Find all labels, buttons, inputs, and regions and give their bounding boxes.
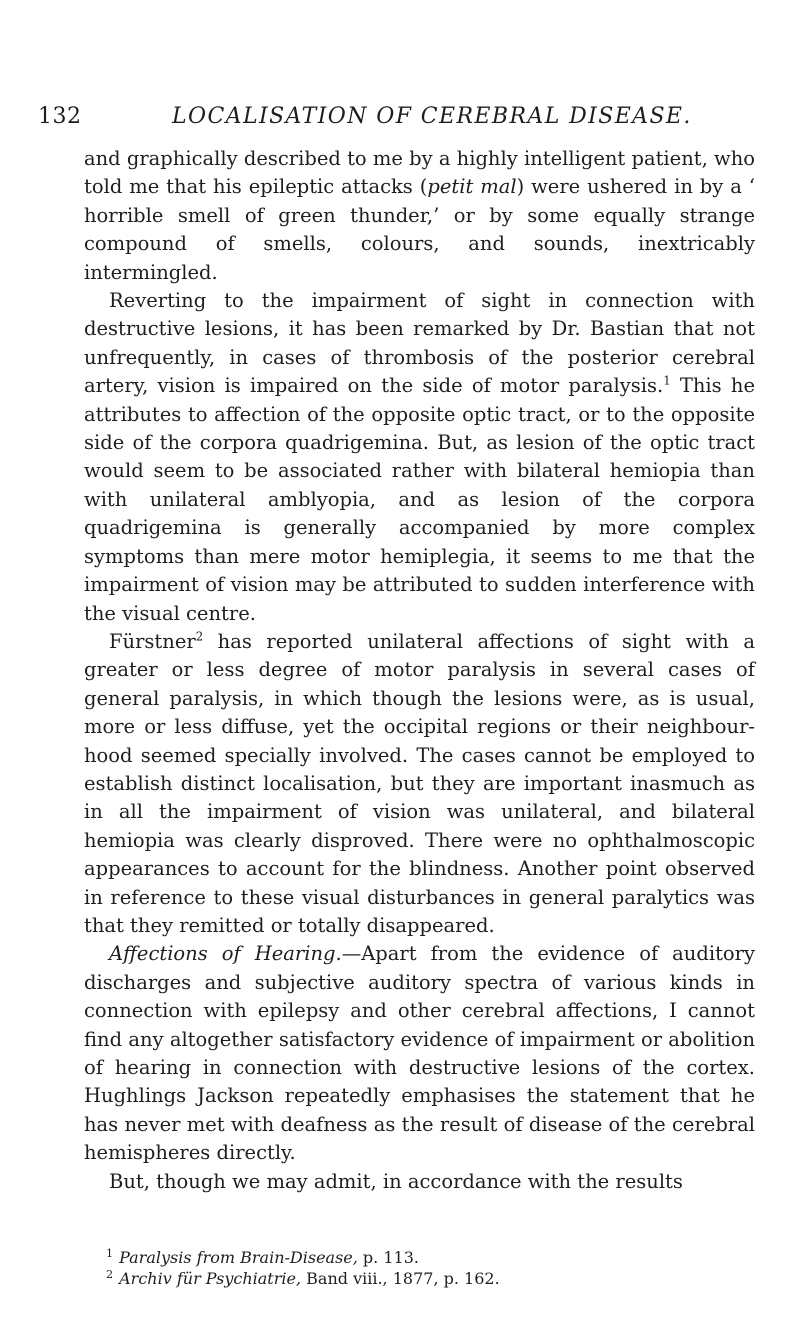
footnote-2-marker: 2	[106, 1267, 114, 1281]
paragraph-3-text: has reported unilateral affections of sight with a greater or less degree of motor paralysis in several cases of general paralysis, in which though the lesions were, as is usual, more or less diffuse, yet the occipital regions or their neighbourhood seemed specially involved. The cases cannot be employed to establish distinct localisation, but they are important inasmuch as in all the impairment of vision was unilateral, and bilateral hemiopia was clearly disproved. There were no ophthalmoscopic appearances to account for the blindness. Another point observed in reference to these visual disturbances in general paralytics was that they remitted or totally disappeared.	[84, 629, 755, 937]
footnote-1-rest: p. 113.	[357, 1248, 419, 1267]
paragraph-3-name: Fürstner	[109, 629, 196, 653]
footnote-ref-1: 1	[663, 373, 671, 388]
footnote-1-title: Paralysis from Brain-Disease,	[119, 1248, 358, 1267]
page-header	[38, 102, 758, 132]
footnote-2-rest: Band viii., 1877, p. 162.	[301, 1269, 500, 1288]
paragraph-1-text: and graphically described to me by a highly intelligent patient, who told me that his epileptic attacks (	[84, 147, 755, 199]
running-title: LOCALISATION OF CEREBRAL DISEASE.	[172, 104, 692, 129]
paragraph-1	[84, 145, 755, 287]
paragraph-5-text: But, though we may admit, in accordance with the results	[109, 1169, 683, 1193]
section-heading-hearing: Affections of Hearing.	[109, 942, 342, 966]
paragraph-2-start: Reverting to the impairment of sight in connection with destructive lesions, it has been remarked by Dr. Bastian that not unfrequently, in cases of thrombosis of the posterior cerebral artery, vision is impaired on the side of motor paralysis.	[84, 289, 755, 398]
body-text	[84, 145, 755, 1196]
footnote-2-title: Archiv für Psychiatrie,	[119, 1269, 302, 1288]
footnote-2	[106, 1268, 756, 1289]
paragraph-3	[84, 628, 755, 940]
footnote-1-marker: 1	[106, 1246, 114, 1260]
paragraph-1-end: ) were ushered in by a ‘ horrible smell of green thunder,’ or by some equally strange compound of smells, colours, and sounds, inextricably intermingled.	[84, 175, 755, 284]
paragraph-2-end: This he attributes to affection of the opposite optic tract, or to the opposite side of the corpora quadrigemina. But, as lesion of the optic tract would seem to be associated rather with bilateral hemiopia than with unilateral amblyopia, and as lesion of the corpora quadrigemina is generally accompanied by more complex symptoms than mere motor hemiplegia, it seems to me that the impairment of vision may be attributed to sudden interference with the visual centre.	[84, 374, 756, 625]
footnote-1	[106, 1247, 756, 1268]
footnote-ref-2: 2	[195, 629, 204, 644]
paragraph-4	[84, 940, 755, 1167]
page-number: 132	[38, 104, 82, 129]
paragraph-4-text: —Apart from the evidence of auditory discharges and subjective auditory spectra of various kinds in connection with epilepsy and other cerebral affections, I cannot find any altogether satisfactory evidence of impairment or abolition of hearing in connection with destructive lesions of the cortex. Hughlings Jackson repeatedly emphasises the statement that he has never met with deafness as the result of disease of the cerebral hemispheres directly.	[84, 942, 756, 1165]
paragraph-5	[84, 1168, 755, 1196]
paragraph-2	[84, 287, 755, 628]
paragraph-1-italic: petit mal	[427, 175, 517, 199]
footnotes	[106, 1247, 756, 1289]
